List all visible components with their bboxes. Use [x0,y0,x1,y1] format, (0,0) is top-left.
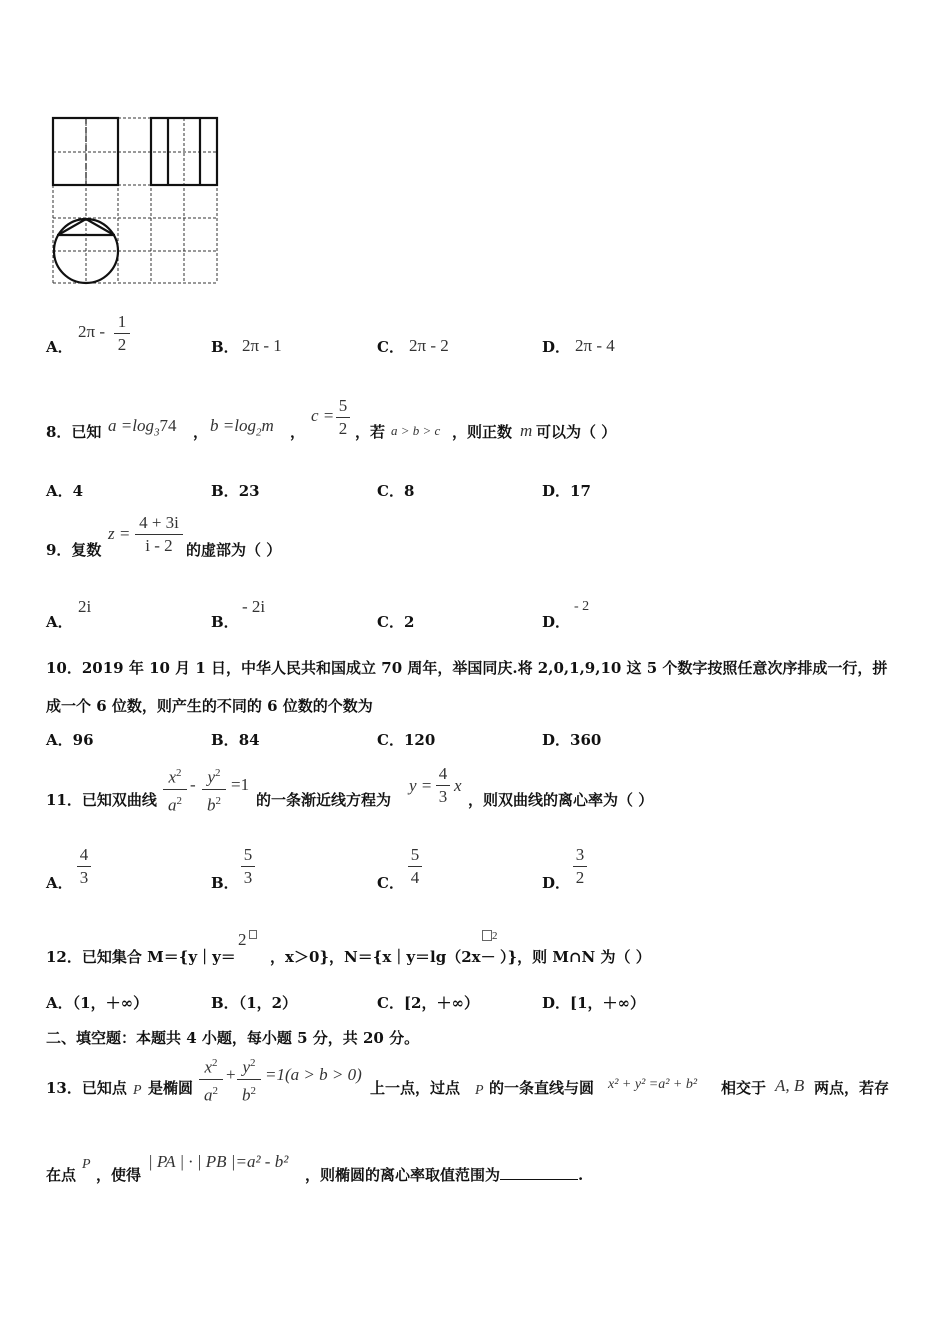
q11-slope-frac: 4 3 [436,764,450,807]
q7-option-b-letter[interactable]: B． [211,338,239,356]
q8-comma: ， [193,423,209,441]
q7-option-c-letter[interactable]: C． [377,338,404,356]
q10-line1: 10．2019 年 10 月 1 日，中华人民共和国成立 70 周年，举国同庆.将 2,0,1,9,10 这 5 个数字按照任意次序排成一行，拼 [46,659,888,677]
q9-frac: 4 + 3i i - 2 [135,513,183,556]
q11-option-d-frac: 3 2 [573,845,587,888]
q7-option-d-letter[interactable]: D． [542,338,571,356]
q11-mid: 的一条渐近线方程为 [256,791,392,809]
q11-frac-x2a2: $x^2$ $a^2$ [163,763,187,815]
q12-option-d[interactable]: D．[1，＋∞） [542,994,646,1012]
q13-t1: 是椭圆 [148,1079,194,1097]
q9-option-b-value: - 2i [242,597,266,616]
q7-option-a-expr: 2π - [78,322,105,341]
dashed-grid [53,118,217,283]
q9-option-d-value: - 2 [574,599,590,614]
q13-t4: 相交于 [721,1079,767,1097]
q8-tail2: 可以为（ ） [536,423,617,441]
q9-number: 9．复数 [46,541,102,559]
q11-option-c-letter[interactable]: C． [377,874,404,892]
q8-tail1: ，则正数 [452,423,513,441]
q8-ruo: ，若 [355,423,386,441]
q13-frac-y: $y^2$ $b^2$ [237,1053,261,1105]
q8-condition: a > b > c [391,423,441,438]
q13-p3: P [82,1157,91,1172]
q13-expr: | PA | · | PB |=a² - b² [148,1152,289,1171]
q11-frac-y2b2: $y^2$ $b^2$ [202,763,226,815]
q8-option-d[interactable]: D．17 [542,482,591,500]
q11-y-eq: y = [409,776,433,795]
q9-option-a-letter[interactable]: A． [46,613,73,631]
q13-line2-a: 在点 [46,1166,77,1184]
q12-exp-base: 2 [238,930,257,950]
q9-option-a-value: 2i [78,597,92,616]
q8-number: 8．已知 [46,423,102,441]
q12-option-a[interactable]: A．（1，＋∞） [46,994,149,1012]
q13-p: P [133,1083,142,1098]
q8-comma: ， [290,423,306,441]
q12-option-c[interactable]: C．[2，＋∞） [377,994,479,1012]
section-2-title: 二、填空题：本题共 4 小题，每小题 5 分，共 20 分。 [46,1029,420,1047]
q12-sup: 2 [482,930,498,951]
q11-option-c-frac: 5 4 [408,845,422,888]
q10-option-d[interactable]: D．360 [542,731,602,749]
q9-z: z = [108,524,131,543]
answer-blank[interactable] [500,1165,578,1180]
q8-c-expr: c = [311,406,335,425]
q9-option-b-letter[interactable]: B． [211,613,239,631]
q7-option-d-expr: 2π - 4 [575,336,615,355]
q11-eq1: =1 [231,775,250,794]
q11-number: 11．已知双曲线 [46,791,157,809]
q11-option-a-frac: 4 3 [77,845,91,888]
q11-option-a-letter[interactable]: A． [46,874,73,892]
q11-tail: ，则双曲线的离心率为（ ） [468,791,654,809]
q11-option-b-frac: 5 3 [241,845,255,888]
q13-line2-c: ，则椭圆的离心率取值范围为 . [305,1166,584,1184]
q7-option-a-letter[interactable]: A． [46,338,73,356]
q9-option-d-letter[interactable]: D． [542,613,571,631]
q13-t2: 上一点，过点 [370,1079,461,1097]
q10-option-a[interactable]: A．96 [46,731,94,749]
q7-option-c-expr: 2π - 2 [409,336,449,355]
q12-part3: ）}，则 M∩N 为（ ） [500,948,651,966]
q11-x: x [454,776,462,795]
q9-option-c[interactable]: C．2 [377,613,415,631]
q11-option-b-letter[interactable]: B． [211,874,239,892]
q7-option-a-frac: 1 2 [114,312,130,355]
q8-a-expr: $a =\log_374$ [108,416,177,439]
q13-circle: x² + y² =a² + b² [608,1077,698,1092]
q11-minus: - [190,775,196,794]
q13-t5: 两点，若存 [814,1079,890,1097]
q12-option-b[interactable]: B．（1，2） [211,994,298,1012]
q13-t3: 的一条直线与圆 [489,1079,595,1097]
q8-m: m [520,421,533,440]
missing-glyph-icon [249,930,257,939]
q13-cond: =1(a > b > 0) [265,1065,362,1084]
q8-option-a[interactable]: A．4 [46,482,84,500]
q11-option-d-letter[interactable]: D． [542,874,571,892]
q10-option-c[interactable]: C．120 [377,731,436,749]
q8-option-c[interactable]: C．8 [377,482,415,500]
q8-option-b[interactable]: B．23 [211,482,260,500]
missing-glyph-icon [482,930,492,941]
q10-option-b[interactable]: B．84 [211,731,260,749]
three-view-figure [50,115,220,287]
q12-part1: 12．已知集合 M＝{y｜y＝ [46,948,236,966]
q8-c-frac: 5 2 [336,396,350,439]
q13-ab: A, B [775,1076,805,1095]
q13-frac-x: $x^2$ $a^2$ [199,1053,223,1105]
q13-number: 13．已知点 [46,1079,127,1097]
q7-option-b-expr: 2π - 1 [242,336,282,355]
q9-tail: 的虚部为（ ） [186,541,282,559]
q13-line2-b: ，使得 [96,1166,142,1184]
q8-b-expr: $b =\log_2m$ [210,416,274,439]
q13-plus: + [226,1065,236,1084]
q13-p2: P [475,1083,484,1098]
q10-line2: 成一个 6 位数，则产生的不同的 6 位数的个数为 [46,697,373,715]
q12-part2: ，x＞0}，N＝{x｜y＝lg（2x－ [270,948,496,966]
